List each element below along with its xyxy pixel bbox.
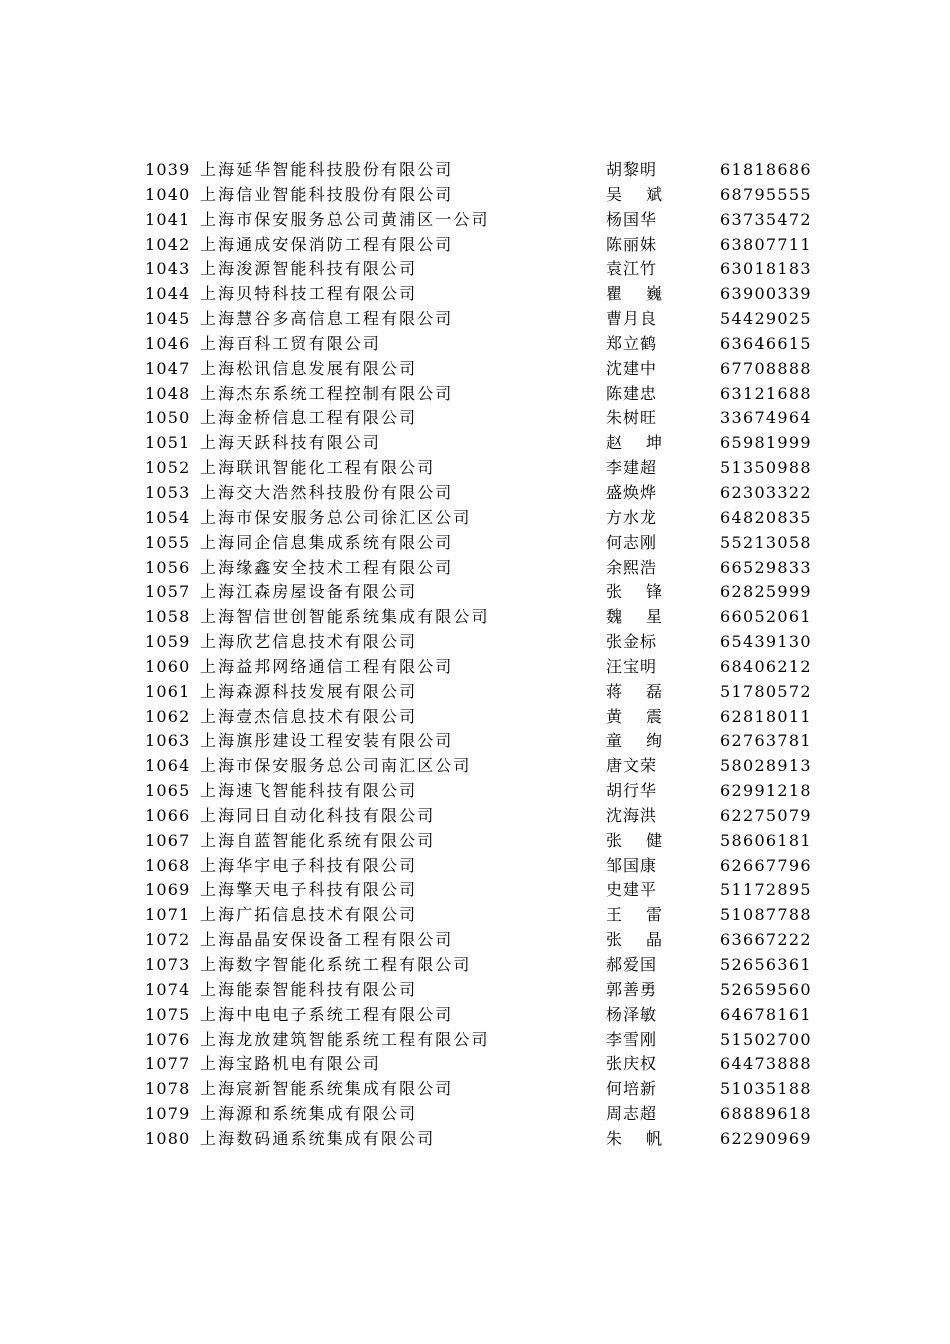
contact-person: 方水龙	[606, 507, 658, 527]
phone-number: 61818686	[720, 160, 812, 179]
contact-person: 陈建忠	[606, 383, 658, 403]
entry-number: 1053	[145, 482, 191, 502]
contact-person: 童 绚	[606, 731, 662, 751]
list-item	[0, 754, 950, 779]
contact-person: 郭善勇	[606, 979, 658, 999]
contact-person: 杨泽敏	[606, 1004, 658, 1024]
entry-number: 1064	[145, 756, 191, 776]
list-item	[0, 680, 950, 705]
entry-number: 1072	[145, 930, 191, 950]
phone-number: 63735472	[720, 209, 812, 229]
contact-person: 李雪刚	[606, 1029, 658, 1049]
company-name: 上海慧谷多高信息工程有限公司	[200, 309, 454, 329]
company-name: 上海宸新智能系统集成有限公司	[200, 1079, 454, 1099]
company-name: 上海广拓信息技术有限公司	[200, 905, 418, 925]
entry-number: 1056	[145, 557, 191, 577]
entry-number: 1061	[145, 681, 191, 701]
contact-person: 胡行华	[606, 781, 658, 801]
phone-number: 58028913	[720, 756, 812, 776]
entry-number: 1066	[145, 805, 191, 825]
list-item	[0, 158, 950, 183]
list-item	[0, 506, 950, 531]
list-item	[0, 208, 950, 233]
contact-person: 郝爱国	[606, 955, 658, 974]
contact-person: 张金标	[606, 632, 658, 652]
company-name: 上海市保安服务总公司南汇区公司	[200, 756, 472, 776]
entry-number: 1042	[145, 234, 191, 254]
company-name: 上海天跃科技有限公司	[200, 433, 382, 453]
list-item	[0, 1127, 950, 1152]
contact-person: 郑立鹤	[606, 333, 658, 353]
list-item	[0, 307, 950, 332]
company-name: 上海自蓝智能化系统有限公司	[200, 830, 436, 850]
contact-person: 陈丽妹	[606, 234, 658, 254]
list-item	[0, 456, 950, 481]
company-name: 上海壹杰信息技术有限公司	[200, 706, 418, 726]
contact-person: 盛焕烨	[606, 482, 658, 502]
contact-person: 朱树旺	[606, 408, 658, 428]
entry-number: 1069	[145, 880, 191, 900]
entry-number: 1063	[145, 731, 191, 751]
entry-number: 1074	[145, 979, 191, 999]
company-name: 上海能泰智能科技有限公司	[200, 979, 418, 999]
phone-number: 63900339	[720, 284, 812, 304]
contact-person: 张 锋	[606, 582, 662, 602]
company-name: 上海旗彤建设工程安装有限公司	[200, 731, 454, 751]
phone-number: 33674964	[720, 408, 812, 428]
contact-person: 张 晶	[606, 930, 662, 950]
company-name: 上海速飞智能科技有限公司	[200, 781, 418, 801]
company-name: 上海益邦网络通信工程有限公司	[200, 656, 454, 676]
company-name: 上海贝特科技工程有限公司	[200, 284, 418, 304]
list-item	[0, 1003, 950, 1028]
phone-number: 62667796	[720, 855, 812, 875]
phone-number: 51502700	[720, 1029, 812, 1049]
contact-person: 何志刚	[606, 532, 658, 552]
list-item	[0, 903, 950, 928]
company-name: 上海龙放建筑智能系统工程有限公司	[200, 1029, 490, 1049]
phone-number: 51172895	[720, 880, 812, 900]
list-item	[0, 630, 950, 655]
entry-number: 1058	[145, 607, 191, 627]
contact-person: 沈建中	[606, 358, 658, 378]
list-item	[0, 1028, 950, 1053]
company-name: 上海数码通系统集成有限公司	[200, 1128, 436, 1148]
entry-number: 1079	[145, 1104, 191, 1124]
list-item	[0, 233, 950, 258]
list-item	[0, 1052, 950, 1077]
phone-number: 51780572	[720, 681, 812, 701]
entry-number: 1065	[145, 781, 191, 801]
contact-person: 邹国康	[606, 855, 658, 875]
company-name: 上海中电电子系统工程有限公司	[200, 1004, 454, 1024]
list-item	[0, 257, 950, 282]
list-item	[0, 928, 950, 953]
company-name: 上海源和系统集成有限公司	[200, 1104, 418, 1124]
phone-number: 62818011	[720, 706, 812, 726]
entry-number: 1043	[145, 259, 191, 279]
contact-person: 汪宝明	[606, 656, 658, 676]
phone-number: 64820835	[720, 507, 812, 527]
phone-number: 51087788	[720, 905, 812, 925]
list-item	[0, 332, 950, 357]
phone-number: 62303322	[720, 482, 812, 502]
entry-number: 1062	[145, 706, 191, 726]
contact-person: 张 健	[606, 830, 662, 850]
phone-number: 64473888	[720, 1054, 812, 1074]
list-item	[0, 779, 950, 804]
list-item	[0, 531, 950, 556]
phone-number: 52659560	[720, 979, 812, 999]
list-item	[0, 282, 950, 307]
phone-number: 67708888	[720, 358, 812, 378]
entry-number: 1046	[145, 333, 191, 353]
company-name: 上海市保安服务总公司黄浦区一公司	[200, 209, 490, 229]
contact-person: 王 雷	[606, 905, 662, 925]
contact-person: 李建超	[606, 458, 658, 478]
phone-number: 63121688	[720, 383, 812, 403]
phone-number: 62763781	[720, 731, 812, 751]
contact-person: 吴 斌	[606, 184, 662, 204]
contact-person: 周志超	[606, 1104, 658, 1124]
entry-number: 1048	[145, 383, 191, 403]
company-name: 上海交大浩然科技股份有限公司	[200, 482, 454, 502]
entry-number: 1075	[145, 1004, 191, 1024]
company-name: 上海市保安服务总公司徐汇区公司	[200, 507, 472, 527]
list-item	[0, 729, 950, 754]
entry-number: 1047	[145, 358, 191, 378]
phone-number: 63018183	[720, 259, 812, 279]
entry-number: 1054	[145, 507, 191, 527]
contact-person: 胡黎明	[606, 160, 658, 179]
list-item	[0, 978, 950, 1003]
phone-number: 62275079	[720, 805, 812, 825]
entry-number: 1041	[145, 209, 191, 229]
list-item	[0, 382, 950, 407]
contact-person: 瞿 巍	[606, 284, 662, 304]
company-name: 上海华宇电子科技有限公司	[200, 855, 418, 875]
phone-number: 63667222	[720, 930, 812, 950]
company-name: 上海同日自动化科技有限公司	[200, 805, 436, 825]
contact-person: 杨国华	[606, 209, 658, 229]
contact-person: 朱 帆	[606, 1128, 662, 1148]
company-name: 上海延华智能科技股份有限公司	[200, 160, 454, 179]
list-item	[0, 1102, 950, 1127]
company-name: 上海浚源智能科技有限公司	[200, 259, 418, 279]
contact-person: 赵 坤	[606, 433, 662, 453]
company-name: 上海缘鑫安全技术工程有限公司	[200, 557, 454, 577]
phone-number: 62991218	[720, 781, 812, 801]
phone-number: 66052061	[720, 607, 812, 627]
phone-number: 68889618	[720, 1104, 812, 1124]
list-item	[0, 406, 950, 431]
list-item	[0, 854, 950, 879]
contact-person: 曹月良	[606, 309, 658, 329]
contact-person: 沈海洪	[606, 805, 658, 825]
company-name: 上海晶晶安保设备工程有限公司	[200, 930, 454, 950]
entry-number: 1052	[145, 458, 191, 478]
company-name: 上海金桥信息工程有限公司	[200, 408, 418, 428]
phone-number: 63807711	[720, 234, 812, 254]
company-name: 上海森源科技发展有限公司	[200, 681, 418, 701]
company-name: 上海数字智能化系统工程有限公司	[200, 955, 472, 974]
contact-person: 魏 星	[606, 607, 662, 627]
list-item	[0, 878, 950, 903]
entry-number: 1071	[145, 905, 191, 925]
phone-number: 64678161	[720, 1004, 812, 1024]
entry-number: 1050	[145, 408, 191, 428]
company-name: 上海宝路机电有限公司	[200, 1054, 382, 1074]
list-item	[0, 556, 950, 581]
contact-person: 史建平	[606, 880, 658, 900]
list-item	[0, 357, 950, 382]
phone-number: 54429025	[720, 309, 812, 329]
list-item	[0, 829, 950, 854]
phone-number: 66529833	[720, 557, 812, 577]
entry-number: 1059	[145, 632, 191, 652]
list-item	[0, 605, 950, 630]
phone-number: 62825999	[720, 582, 812, 602]
phone-number: 62290969	[720, 1128, 812, 1148]
list-item	[0, 804, 950, 829]
entry-number: 1073	[145, 955, 191, 974]
company-name: 上海智信世创智能系统集成有限公司	[200, 607, 490, 627]
contact-person: 余熙浩	[606, 557, 658, 577]
entry-number: 1045	[145, 309, 191, 329]
company-name: 上海杰东系统工程控制有限公司	[200, 383, 454, 403]
entry-number: 1077	[145, 1054, 191, 1074]
contact-person: 袁江竹	[606, 259, 658, 279]
contact-person: 黄 震	[606, 706, 662, 726]
phone-number: 51035188	[720, 1079, 812, 1099]
entry-number: 1078	[145, 1079, 191, 1099]
entry-number: 1060	[145, 656, 191, 676]
list-item	[0, 481, 950, 506]
entry-number: 1068	[145, 855, 191, 875]
phone-number: 58606181	[720, 830, 812, 850]
company-name: 上海通成安保消防工程有限公司	[200, 234, 454, 254]
phone-number: 63646615	[720, 333, 812, 353]
entry-number: 1044	[145, 284, 191, 304]
phone-number: 51350988	[720, 458, 812, 478]
contact-person: 何培新	[606, 1079, 658, 1099]
phone-number: 65981999	[720, 433, 812, 453]
company-name: 上海擎天电子科技有限公司	[200, 880, 418, 900]
phone-number: 65439130	[720, 632, 812, 652]
list-item	[0, 953, 950, 978]
company-name: 上海信业智能科技股份有限公司	[200, 184, 454, 204]
list-item	[0, 655, 950, 680]
entry-number: 1039	[145, 160, 191, 179]
entry-number: 1040	[145, 184, 191, 204]
company-name: 上海同企信息集成系统有限公司	[200, 532, 454, 552]
phone-number: 68406212	[720, 656, 812, 676]
contact-person: 张庆权	[606, 1054, 658, 1074]
list-item	[0, 183, 950, 208]
list-item	[0, 580, 950, 605]
entry-number: 1076	[145, 1029, 191, 1049]
entry-number: 1067	[145, 830, 191, 850]
company-name: 上海江森房屋设备有限公司	[200, 582, 418, 602]
entry-number: 1080	[145, 1128, 191, 1148]
contact-person: 唐文荣	[606, 756, 658, 776]
company-name: 上海联讯智能化工程有限公司	[200, 458, 436, 478]
entry-number: 1055	[145, 532, 191, 552]
list-item	[0, 1077, 950, 1102]
list-item	[0, 431, 950, 456]
company-name: 上海百科工贸有限公司	[200, 333, 382, 353]
entry-number: 1057	[145, 582, 191, 602]
phone-number: 55213058	[720, 532, 812, 552]
entry-number: 1051	[145, 433, 191, 453]
company-name: 上海欣艺信息技术有限公司	[200, 632, 418, 652]
phone-number: 52656361	[720, 955, 812, 974]
list-item	[0, 705, 950, 730]
company-contact-list	[0, 158, 950, 1152]
phone-number: 68795555	[720, 184, 812, 204]
company-name: 上海松讯信息发展有限公司	[200, 358, 418, 378]
contact-person: 蒋 磊	[606, 681, 662, 701]
